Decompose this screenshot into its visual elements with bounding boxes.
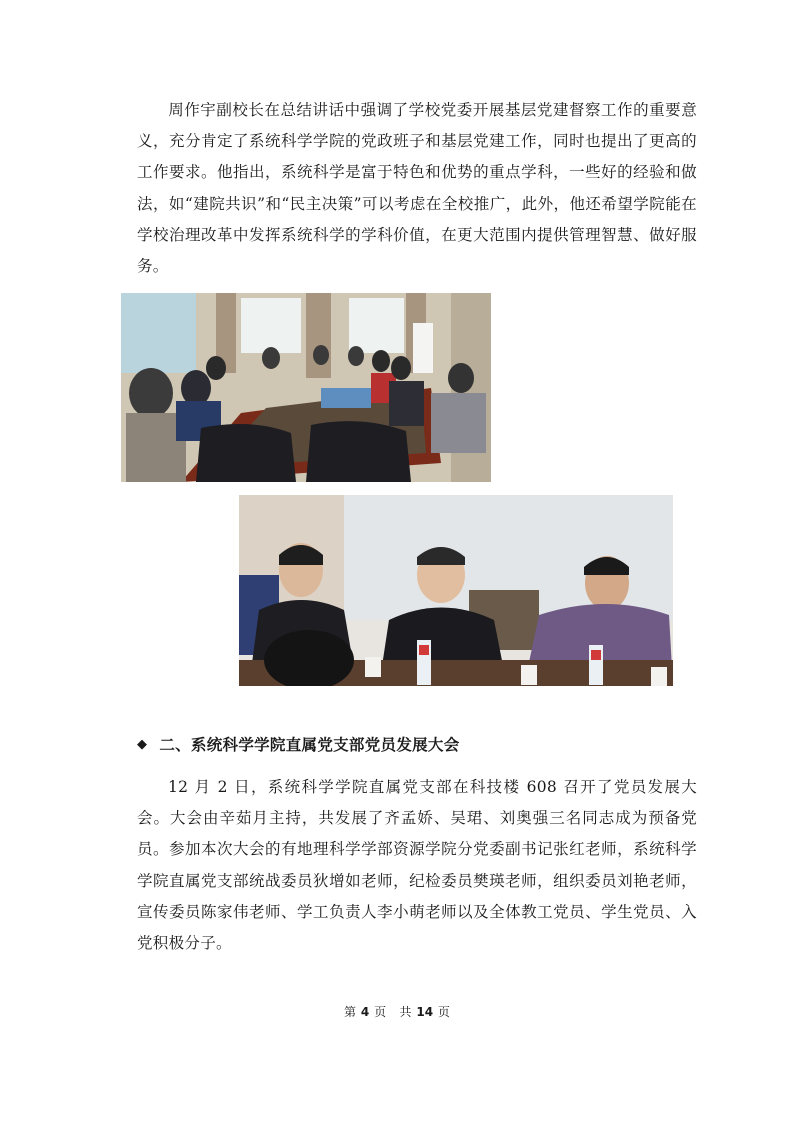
footer-prefix: 第	[344, 1005, 357, 1019]
footer-total-unit: 页	[437, 1005, 450, 1019]
paragraph-summary-text: 周作宇副校长在总结讲话中强调了学校党委开展基层党建督察工作的重要意义，充分肯定了系统科学学院的党政班子和基层党建工作，同时也提出了更高的工作要求。他指出，系统科学是富于特色和优势的重点学科，一些好的经验和做法，如“建院共识”和“民主决策”可以考虑在全校推广，此外，他还希望学院能在学校治理改革中发挥系统科学的学科价值，在更大范围内提供管理智慧、做好服务。	[137, 101, 697, 276]
paragraph-summary-speech	[137, 95, 697, 282]
diamond-bullet-icon: ◆	[137, 736, 148, 752]
footer-page-number: 4	[360, 1005, 370, 1019]
footer-page-unit: 页	[374, 1005, 387, 1019]
paragraph-meeting-text: 12 月 2 日，系统科学学院直属党支部在科技楼 608 召开了党员发展大会。大会由辛茹月主持，共发展了齐孟娇、吴珺、刘奥强三名同志成为预备党员。参加本次大会的有地理科学学部资源学院分党委副书记张红老师，系统科学学院直属党支部统战委员狄增如老师，纪检委员樊瑛老师，组织委员刘艳老师，宣传委员陈家伟老师、学工负责人李小萌老师以及全体教工党员、学生党员、入党积极分子。	[137, 778, 697, 953]
footer-total-prefix: 共	[399, 1005, 412, 1019]
meeting-room-photo	[121, 293, 491, 482]
attendees-closeup-photo	[239, 495, 673, 686]
footer-total-pages: 14	[416, 1005, 434, 1019]
section-heading-text: 二、系统科学学院直属党支部党员发展大会	[159, 736, 460, 754]
paragraph-party-meeting	[137, 772, 697, 959]
page-footer	[0, 1003, 794, 1020]
section-heading	[137, 733, 460, 755]
